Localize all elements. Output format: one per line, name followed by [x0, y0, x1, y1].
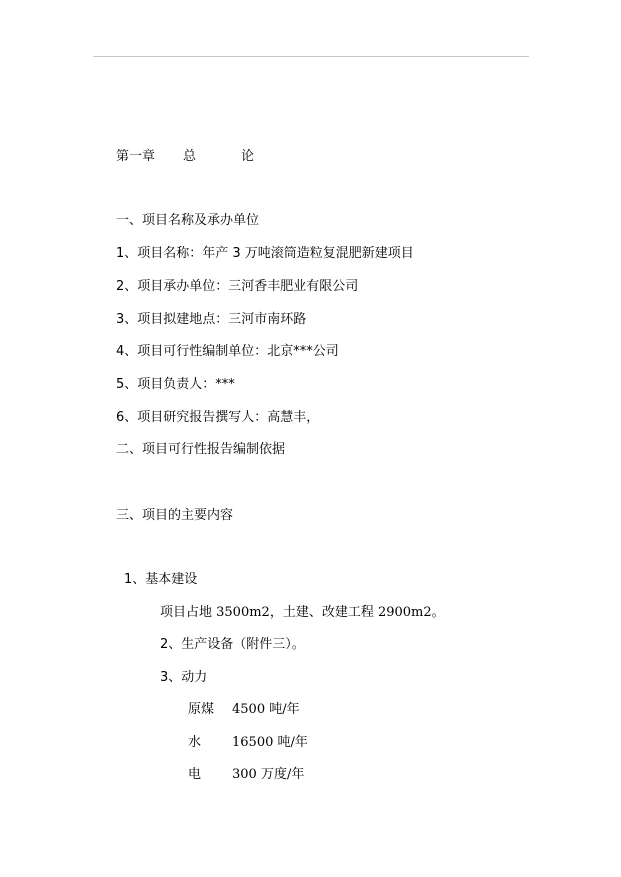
section-1-item: 3、项目拟建地点：三河市南环路 [116, 312, 307, 327]
chapter-title-char-2: 论 [241, 149, 255, 164]
resource-name: 电 [188, 767, 202, 782]
resource-value: 16500 吨/年 [232, 735, 308, 750]
chapter-number: 第一章 [116, 149, 156, 164]
resource-value: 300 万度/年 [232, 767, 305, 782]
subsection-power: 3、动力 [160, 670, 208, 685]
section-3-heading: 三、项目的主要内容 [116, 508, 234, 523]
subsection-basic-construction: 1、基本建设 [124, 572, 198, 587]
resource-name: 原煤 [188, 702, 215, 717]
section-1-heading: 一、项目名称及承办单位 [116, 213, 260, 228]
header-rule [93, 56, 529, 57]
section-1-item: 6、项目研究报告撰写人：高慧丰， [116, 410, 320, 425]
chapter-title-char-1: 总 [183, 149, 197, 164]
section-1-item: 4、项目可行性编制单位：北京***公司 [116, 344, 339, 359]
section-1-item: 5、项目负责人：*** [116, 377, 235, 392]
section-1-item: 1、项目名称：年产 3 万吨滚筒造粒复混肥新建项目 [116, 246, 414, 261]
section-1-item: 2、项目承办单位：三河香丰肥业有限公司 [116, 279, 359, 294]
resource-value: 4500 吨/年 [232, 702, 300, 717]
resource-name: 水 [188, 735, 202, 750]
section-2-heading: 二、项目可行性报告编制依据 [116, 442, 286, 457]
subsection-equipment: 2、生产设备（附件三）。 [160, 637, 305, 652]
basic-construction-text: 项目占地 3500m2，土建、改建工程 2900m2。 [160, 605, 445, 620]
